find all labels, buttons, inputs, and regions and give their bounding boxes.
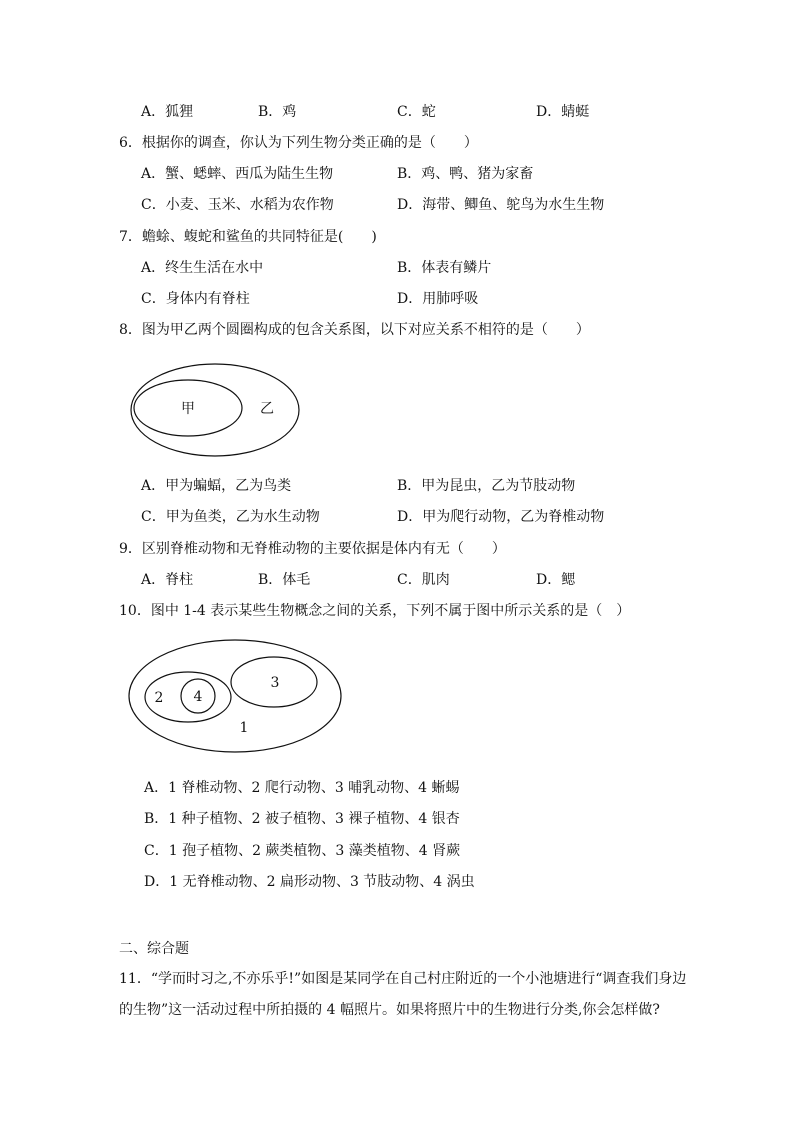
q7-option-d: D．用肺呼吸 (397, 291, 479, 307)
q10-label-1: 1 (239, 720, 249, 736)
q10-label-3: 3 (270, 675, 280, 691)
q6-option-c: C．小麦、玉米、水稻为农作物 (141, 197, 334, 213)
q10-option-c: C．1 孢子植物、2 蕨类植物、3 藻类植物、4 肾蕨 (144, 843, 461, 859)
q7-option-c: C．身体内有脊柱 (141, 291, 250, 307)
q11-stem-line-2: 的生物”这一活动过程中所拍摄的 4 幅照片。如果将照片中的生物进行分类,你会怎样做? (119, 1002, 660, 1018)
q10-option-d: D．1 无脊椎动物、2 扁形动物、3 节肢动物、4 涡虫 (144, 874, 475, 890)
q6-option-a: A．蟹、蟋蟀、西瓜为陆生生物 (141, 166, 334, 182)
q11-stem-line-1: 11．“学而时习之,不亦乐乎!”如图是某同学在自己村庄附近的一个小池塘进行“调查我们身边 (119, 971, 687, 987)
q8-label-jia: 甲 (181, 401, 195, 417)
q5-option-c: C．蛇 (397, 104, 436, 120)
section-title: 二、综合题 (119, 941, 189, 957)
q9-option-a: A．脊柱 (141, 572, 194, 588)
q6-stem: 6．根据你的调查，你认为下列生物分类正确的是（ ） (119, 135, 478, 151)
q8-option-a: A．甲为蝙蝠，乙为鸟类 (141, 478, 292, 494)
q9-option-d: D．鳃 (536, 572, 576, 588)
q8-option-d: D．甲为爬行动物，乙为脊椎动物 (397, 509, 605, 525)
q5-option-d: D．蜻蜓 (536, 104, 590, 120)
q8-stem: 8．图为甲乙两个圆圈构成的包含关系图，以下对应关系不相符的是（ ） (119, 322, 590, 338)
q10-stem: 10．图中 1-4 表示某些生物概念之间的关系，下列不属于图中所示关系的是（ ） (119, 603, 631, 619)
q10-concept-diagram (124, 636, 348, 758)
q10-label-2: 2 (154, 690, 164, 706)
q9-stem: 9．区别脊椎动物和无脊椎动物的主要依据是体内有无（ ） (119, 541, 506, 557)
q8-option-b: B．甲为昆虫，乙为节肢动物 (397, 478, 576, 494)
q9-option-b: B．体毛 (258, 572, 311, 588)
q8-option-c: C．甲为鱼类，乙为水生动物 (141, 509, 320, 525)
q7-option-b: B．体表有鳞片 (397, 260, 492, 276)
q8-label-yi: 乙 (260, 401, 274, 417)
q7-option-a: A．终生生活在水中 (141, 260, 264, 276)
q9-option-c: C．肌肉 (397, 572, 450, 588)
q10-label-4: 4 (193, 689, 203, 705)
q8-venn-diagram (126, 360, 304, 462)
q6-option-d: D．海带、鲫鱼、鸵鸟为水生生物 (397, 197, 605, 213)
q10-option-b: B．1 种子植物、2 被子植物、3 裸子植物、4 银杏 (144, 811, 460, 827)
q7-stem: 7．蟾蜍、蝮蛇和鲨鱼的共同特征是( ) (119, 229, 377, 245)
q5-option-b: B．鸡 (258, 104, 297, 120)
q10-option-a: A．1 脊椎动物、2 爬行动物、3 哺乳动物、4 蜥蜴 (144, 780, 460, 796)
q6-option-b: B．鸡、鸭、猪为家畜 (397, 166, 534, 182)
q5-option-a: A．狐狸 (141, 104, 194, 120)
